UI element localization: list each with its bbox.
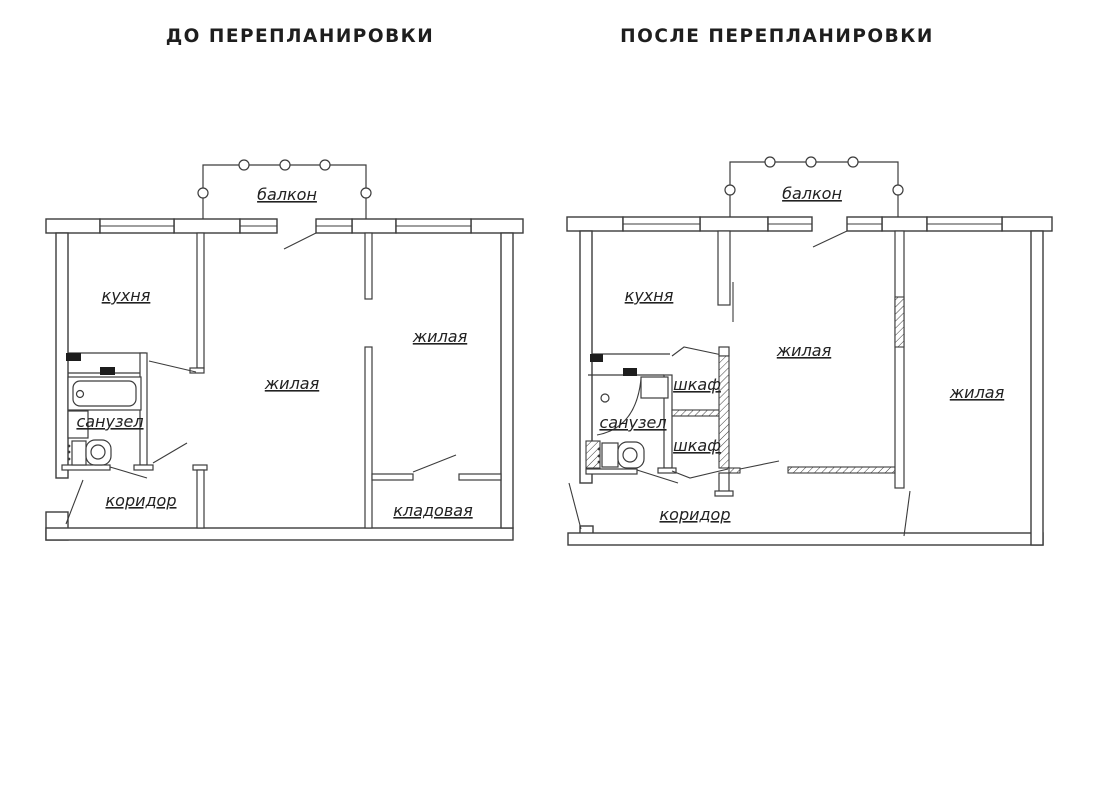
wall-right — [501, 233, 513, 528]
balcony-rail-post — [893, 185, 903, 195]
wall-bathroom-bottom — [586, 469, 637, 474]
vent-shaft — [66, 353, 81, 361]
title-after: ПОСЛЕ ПЕРЕПЛАНИРОВКИ — [620, 26, 934, 47]
room-label-bathroom-before: санузел — [76, 412, 144, 431]
room-label-corridor-after: коридор — [659, 505, 731, 524]
wall-storage-left — [372, 474, 413, 480]
room-label-living-center-after: жилая — [776, 341, 832, 360]
wall-bathroom-bottom — [62, 465, 110, 470]
wall-storage-right — [459, 474, 501, 480]
wall-cap — [658, 468, 676, 473]
toilet-before-shape — [68, 451, 71, 454]
plan-after-fixtures — [590, 354, 668, 468]
toilet-after-shape — [598, 448, 601, 451]
balcony-rail-post — [725, 185, 735, 195]
balcony-rail-post — [765, 157, 775, 167]
room-label-bathroom-after: санузел — [599, 413, 667, 432]
wall-cap — [715, 491, 733, 496]
new-wall-closet-divider — [672, 410, 721, 416]
plan-after-outer-walls-shape — [882, 217, 927, 231]
vent-shaft — [623, 368, 637, 376]
wall-corridor-living — [197, 470, 204, 528]
wall-cap — [193, 465, 207, 470]
wall-closet-right-top — [719, 347, 729, 356]
room-label-living-right-before: жилая — [412, 327, 468, 346]
balcony-rail-post — [239, 160, 249, 170]
plan-after-outer-walls-shape — [567, 217, 623, 231]
toilet-after-shape — [598, 461, 601, 464]
door-entrance-after — [569, 483, 581, 529]
door-living-right-after — [904, 491, 910, 536]
balcony-rail-post — [280, 160, 290, 170]
plan-before-outer-walls-shape — [46, 219, 100, 233]
closet-top-doors — [672, 347, 722, 356]
wall-below-closet — [719, 473, 729, 493]
window-living2-after — [927, 217, 1002, 231]
balcony-rail-post — [198, 188, 208, 198]
room-label-living-center-before: жилая — [264, 374, 320, 393]
wall-living-living-top — [365, 233, 372, 299]
balcony-rail-post — [361, 188, 371, 198]
toilet-before-shape — [68, 458, 71, 461]
toilet-after-shape — [598, 455, 601, 458]
plan-before-outer-walls-shape — [352, 219, 396, 233]
window-living-left-before — [240, 219, 277, 233]
toilet-after — [598, 442, 644, 468]
room-label-closet-top-after: шкаф — [673, 375, 721, 394]
new-wall-bathroom — [586, 441, 600, 468]
wall-cap — [134, 465, 153, 470]
balcony-rail-post — [848, 157, 858, 167]
wall-kitchen-living — [718, 231, 730, 305]
vent-shaft — [590, 354, 603, 362]
bath-drain-after — [601, 394, 609, 402]
room-label-corridor-before: коридор — [105, 491, 177, 510]
room-label-kitchen-before: кухня — [101, 286, 151, 305]
wall-right — [1031, 231, 1043, 545]
wall-living-living-bottom — [365, 347, 372, 528]
vent-shaft — [100, 367, 115, 375]
door-kitchen-before — [149, 361, 196, 372]
door-balcony-before — [284, 233, 316, 249]
title-before: ДО ПЕРЕПЛАНИРОВКИ — [165, 26, 435, 47]
plan-after-outer-walls-shape — [700, 217, 768, 231]
plan-after — [567, 157, 1052, 545]
plan-after-doors — [569, 231, 910, 536]
window-living-left-after — [768, 217, 812, 231]
new-wall-infill — [895, 297, 904, 347]
room-label-balcony-after: балкон — [782, 184, 842, 203]
toilet-after-shape — [623, 448, 637, 462]
plan-before-windows — [100, 219, 471, 233]
bathtub-before-shape — [77, 391, 84, 398]
plan-before-fixtures — [66, 353, 144, 465]
wall-cap — [190, 368, 204, 373]
plan-after-windows — [623, 217, 1002, 231]
balcony-rail-post — [806, 157, 816, 167]
balcony-rail-post — [320, 160, 330, 170]
window-living2-before — [396, 219, 471, 233]
room-label-balcony-before: балкон — [257, 185, 317, 204]
wall-kitchen-living — [197, 233, 204, 368]
room-label-closet-bottom-after: шкаф — [673, 436, 721, 455]
door-balcony-after — [813, 231, 847, 247]
plan-before — [46, 160, 523, 540]
room-label-kitchen-after: кухня — [624, 286, 674, 305]
toilet-before — [68, 440, 111, 465]
door-living-center-before — [153, 443, 187, 463]
plan-before-outer-walls-shape — [174, 219, 240, 233]
bathtub-before — [68, 377, 141, 410]
door-storage-before — [413, 455, 456, 472]
door-entrance-before — [66, 480, 83, 524]
wall-bottom — [46, 528, 513, 540]
toilet-before-shape — [68, 445, 71, 448]
window-kitchen-before — [100, 219, 174, 233]
plan-before-outer-walls-shape — [471, 219, 523, 233]
door-living-center-after — [740, 461, 779, 469]
toilet-before-shape — [72, 441, 86, 465]
toilet-after-shape — [602, 443, 618, 467]
plan-after-outer-walls-shape — [1002, 217, 1052, 231]
window-living-right-of-door-after — [847, 217, 882, 231]
wall-living-living — [895, 231, 904, 488]
room-label-living-right-after: жилая — [949, 383, 1005, 402]
toilet-before-shape — [91, 445, 105, 459]
room-label-storage-before: кладовая — [393, 501, 473, 520]
window-living-right-of-door-before — [316, 219, 352, 233]
wall-bottom — [568, 533, 1043, 545]
window-kitchen-after — [623, 217, 700, 231]
plan-after-outer-walls — [567, 217, 1052, 545]
new-wall-stub — [729, 468, 740, 473]
sink-after — [641, 377, 668, 398]
new-wall-living-corridor — [788, 467, 895, 473]
